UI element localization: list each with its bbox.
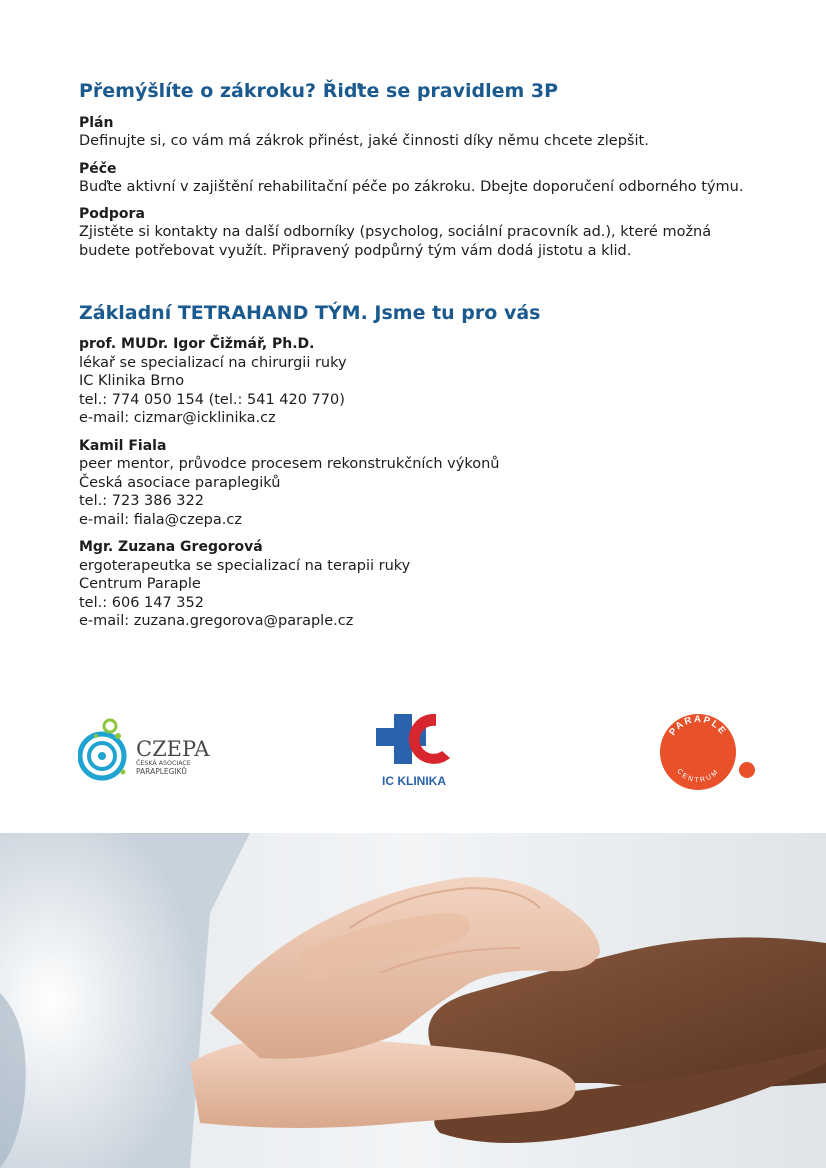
member-name: Mgr. Zuzana Gregorová xyxy=(79,539,263,555)
member-role: ergoterapeutka se specializací na terapii ruky xyxy=(79,557,411,574)
list-item xyxy=(79,114,759,151)
item-title: Podpora xyxy=(79,206,145,222)
member-phone: tel.: 606 147 352 xyxy=(79,594,204,611)
team-member xyxy=(79,538,759,631)
item-title: Plán xyxy=(79,115,114,131)
member-phone: tel.: 774 050 154 (tel.: 541 420 770) xyxy=(79,391,345,408)
partner-logos xyxy=(0,700,826,800)
paraple-bottom-text: CENTRUM xyxy=(675,767,721,785)
czepa-sub1: ČESKÁ ASOCIACE xyxy=(136,760,191,767)
czepa-name: CZEPA xyxy=(136,737,210,761)
rule-3p-section xyxy=(79,78,759,260)
member-email[interactable]: e-mail: cizmar@icklinika.cz xyxy=(79,410,276,426)
member-role: peer mentor, průvodce procesem rekonstrukčních výkonů xyxy=(79,456,500,472)
paraple-logo xyxy=(652,708,756,790)
member-name: prof. MUDr. Igor Čižmář, Ph.D. xyxy=(79,336,315,352)
member-phone: tel.: 723 386 322 xyxy=(79,493,204,509)
team-section xyxy=(79,300,759,631)
item-text: Definujte si, co vám má zákrok přinést, jaké činnosti díky němu chcete zlepšit. xyxy=(79,133,649,149)
hands-photo xyxy=(0,833,826,1168)
member-name: Kamil Fiala xyxy=(79,437,167,454)
paraple-top-text: PARAPLE xyxy=(667,713,729,738)
member-org: Centrum Paraple xyxy=(79,576,201,592)
item-title: Péče xyxy=(79,160,117,177)
ic-klinika-logo xyxy=(372,706,456,790)
member-org: IC Klinika Brno xyxy=(79,373,185,389)
item-text: Zjistěte si kontakty na další odborníky (psycholog, sociální pracovník ad.), které možná budete potřebovat využít. Připravený podpůrný tým vám dodá jistotu a klid. xyxy=(79,224,712,259)
ic-name: IC KLINIKA xyxy=(382,774,446,788)
section-heading: Přemýšlíte o zákroku? Řiďte se pravidlem 3P xyxy=(79,80,559,102)
item-text: Buďte aktivní v zajištění rehabilitační péče po zákroku. Dbejte doporučení odborného týmu. xyxy=(79,178,744,195)
team-member xyxy=(79,335,759,428)
section-heading: Základní TETRAHAND TÝM. Jsme tu pro vás xyxy=(79,302,541,324)
czepa-sub2: PARAPLEGIKŮ xyxy=(136,767,187,776)
czepa-logo xyxy=(78,712,228,782)
member-role: lékař se specializací na chirurgii ruky xyxy=(79,354,347,371)
member-email[interactable]: e-mail: fiala@czepa.cz xyxy=(79,511,242,528)
content xyxy=(79,78,759,640)
member-email[interactable]: e-mail: zuzana.gregorova@paraple.cz xyxy=(79,613,354,629)
team-member xyxy=(79,437,759,530)
list-item xyxy=(79,160,759,197)
list-item xyxy=(79,205,759,260)
member-org: Česká asociace paraplegiků xyxy=(79,474,281,491)
